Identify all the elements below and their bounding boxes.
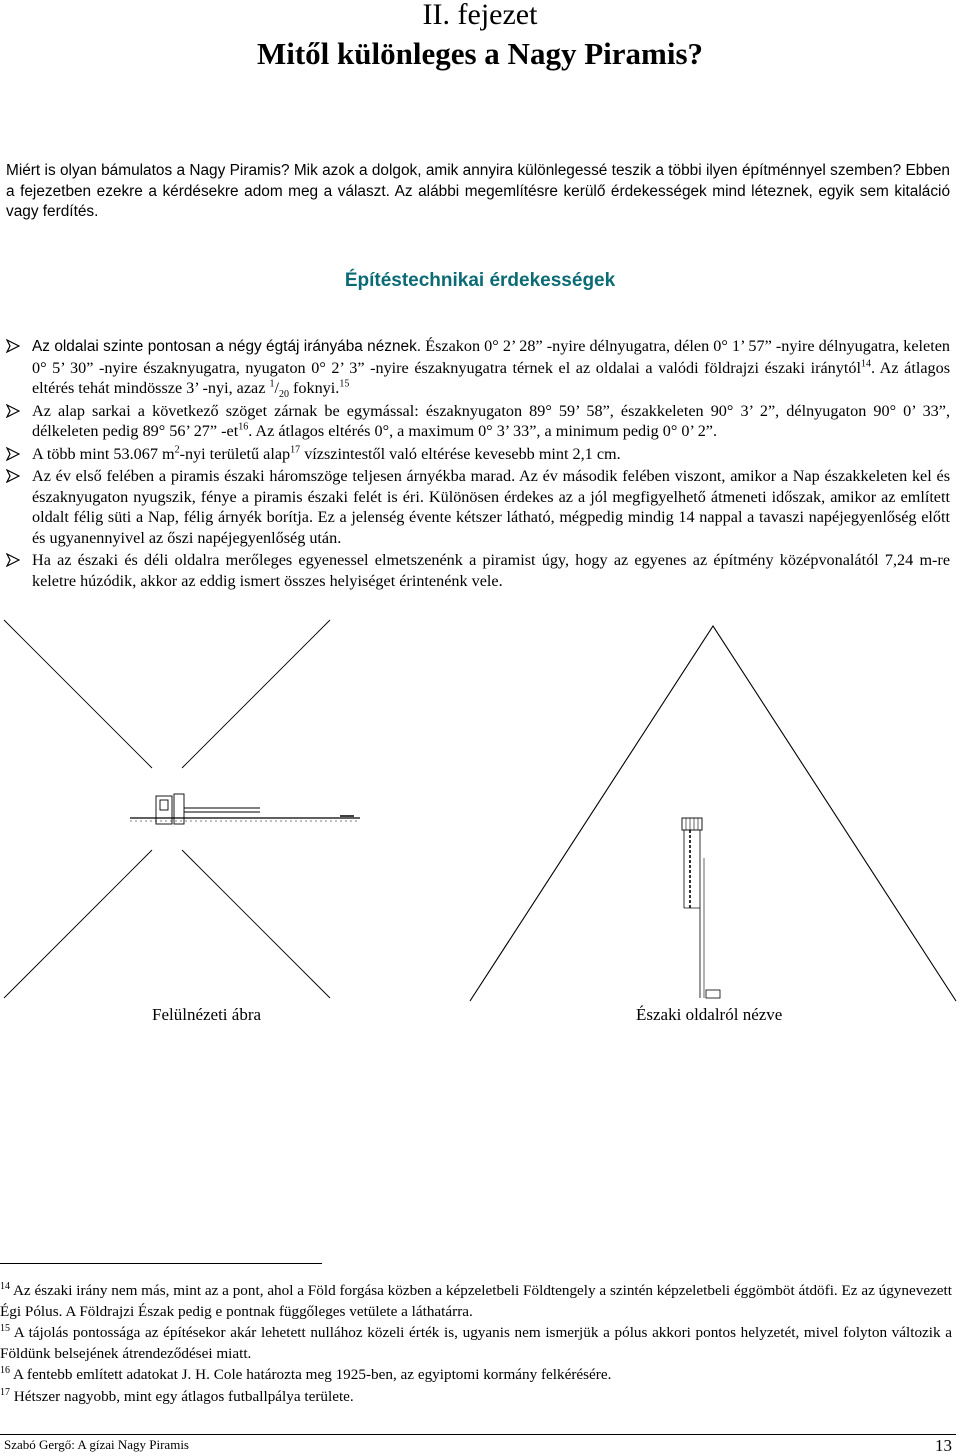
footnotes	[0, 1281, 952, 1408]
footnote-divider	[0, 1263, 322, 1264]
footnote-ref: 17	[290, 444, 301, 456]
list-item	[0, 466, 950, 548]
footnote-ref: 14	[860, 358, 871, 370]
bullet-text: . Az átlagos eltérés tehát mindössze 3’ -nyi, azaz	[32, 358, 950, 397]
bullet-text-lead: Az oldalai szinte pontosan a négy égtáj irányába néznek.	[32, 338, 422, 355]
bullet-text: vízszintestől való eltérése kevesebb mint 2,1 cm.	[300, 444, 621, 463]
section-heading: Építéstechnikai érdekességek	[344, 270, 616, 291]
fraction-denominator: 20	[278, 389, 289, 401]
arrowhead-bullet-icon	[6, 339, 20, 353]
footnote-text: Az északi irány nem más, mint az a pont, ahol a Föld forgása közben a képzeletbeli Földtengely a szintén képzeletbeli éggömböt átdöfi. Ez az úgynevezett Égi Pólus. A Földrajzi Észak pedig e pontnak függőleges vetülete a láthatárra.	[0, 1282, 952, 1320]
list-item	[0, 401, 950, 442]
top-view-diagonal-ne	[182, 620, 330, 768]
fraction-numerator: 1	[269, 378, 275, 390]
bullet-text: Az alap sarkai a következő szöget zárnak be egymással: északnyugaton 89° 59’ 58”, északkeleten 90° 3’ 2”, délnyugaton 90° 0’ 33”, délkeleten pedig 89° 56’ 27” -et	[32, 401, 950, 440]
top-view-diagonal-se	[182, 850, 330, 998]
figure-caption-top-view: Felülnézeti ábra	[152, 1005, 262, 1024]
bullet-text: Ha az északi és déli oldalra merőleges egyenessel elmetszenénk a piramist úgy, hogy az egyenes az építmény középvonalától 7,24 m-re keletre húzódik, akkor az eddig ismert összes helyiséget érintenénk vele.	[32, 551, 950, 590]
footnote	[0, 1281, 952, 1322]
bullet-text: Az év első felében a piramis északi háromszöge teljesen árnyékba marad. Az év második felében viszont, amikor a Nap északkeleten kel és északnyugaton nyugszik, fénye a piramis északi felét is éri. Különösen érdekes az a jól megfigyelhető átmeneti időszak, amikor az említett oldalt félig süti a Nap, félig árnyék borítja. Ez a jelenség évente kétszer látható, mégpedig mindig 14 nappal a tavaszi napéjegyenlőség előtt és ugyanennyivel az őszi napéjegyenlőség után.	[32, 467, 950, 547]
arrowhead-bullet-icon	[6, 404, 20, 418]
footer-divider	[0, 1434, 956, 1435]
arrowhead-bullet-icon	[6, 447, 20, 461]
footnote-text: A tájolás pontossága az építésekor akár lehetett nullához közeli érték is, ugyanis nem ismerjük a pólus akkori pontos helyzetét, mivel folyton változik a Földünk belsejének átrendeződései miatt.	[0, 1324, 952, 1362]
footnote-ref: 16	[238, 421, 249, 433]
fraction-slash: /	[274, 379, 279, 397]
list-item	[0, 444, 950, 465]
side-view-subterranean-chamber	[706, 990, 720, 998]
footer-author: Szabó Gergő: A gízai Nagy Piramis	[4, 1437, 189, 1452]
page-title: Mitől különleges a Nagy Piramis?	[256, 36, 704, 71]
bullet-text: foknyi.	[288, 379, 340, 397]
footnote	[0, 1365, 952, 1386]
top-view-chamber-right	[174, 794, 184, 824]
footnote-number: 14	[0, 1280, 10, 1292]
top-view-chamber-inner	[160, 800, 168, 810]
pyramid-diagram	[0, 618, 960, 1008]
top-view-diagonal-sw	[4, 850, 152, 998]
intro-paragraph: Miért is olyan bámulatos a Nagy Piramis? Mik azok a dolgok, amik annyira különlegessé teszik a többi ilyen építménnyel szemben? Ebben a fejezetben ezekre a kérdésekre adom meg a választ. Az alábbi megemlítésre kerülő érdekességek mind léteznek, egyik sem kitaláció vagy ferdítés.	[6, 162, 950, 220]
footnote-number: 17	[0, 1386, 10, 1398]
footnote	[0, 1387, 952, 1408]
superscript: 2	[174, 444, 180, 456]
bullet-list	[0, 336, 950, 593]
footnote-number: 15	[0, 1322, 10, 1334]
figure-caption-side-view: Északi oldalról nézve	[636, 1005, 783, 1024]
bullet-text: -nyi területű alap	[179, 444, 291, 463]
side-view-chamber	[682, 818, 702, 830]
top-view-figure	[4, 620, 360, 998]
list-item	[0, 550, 950, 591]
footnote-text: Hétszer nagyobb, mint egy átlagos futballpálya területe.	[10, 1387, 354, 1405]
bullet-text: Északon 0° 2’ 28” -nyire délnyugatra, délen 0° 1’ 57” -nyire délnyugatra, keleten 0° 5’ 30” -nyire északnyugatra, nyugaton 0° 2’ 3” -nyire északnyugatra térnek el az oldalai a valódi földrajzi északi iránytól	[32, 337, 950, 377]
arrowhead-bullet-icon	[6, 553, 20, 567]
pyramid-outline	[470, 626, 956, 1001]
footnote-ref: 15	[339, 378, 350, 390]
footnote-number: 16	[0, 1364, 10, 1376]
page-number: 13	[935, 1436, 952, 1455]
bullet-text: A több mint 53.067 m	[32, 444, 175, 463]
north-side-view-figure	[470, 626, 956, 1001]
chapter-label: II. fejezet	[422, 0, 538, 31]
arrowhead-bullet-icon	[6, 469, 20, 483]
top-view-diagonal-nw	[4, 620, 152, 768]
footnote-text: A fentebb említett adatokat J. H. Cole határozta meg 1925-ben, az egyiptomi kormány felkérésére.	[10, 1366, 612, 1383]
footnote	[0, 1323, 952, 1364]
list-item	[0, 336, 950, 399]
bullet-text: . Az átlagos eltérés 0°, a maximum 0° 3’ 33”, a minimum pedig 0° 0’ 2”.	[248, 422, 718, 440]
